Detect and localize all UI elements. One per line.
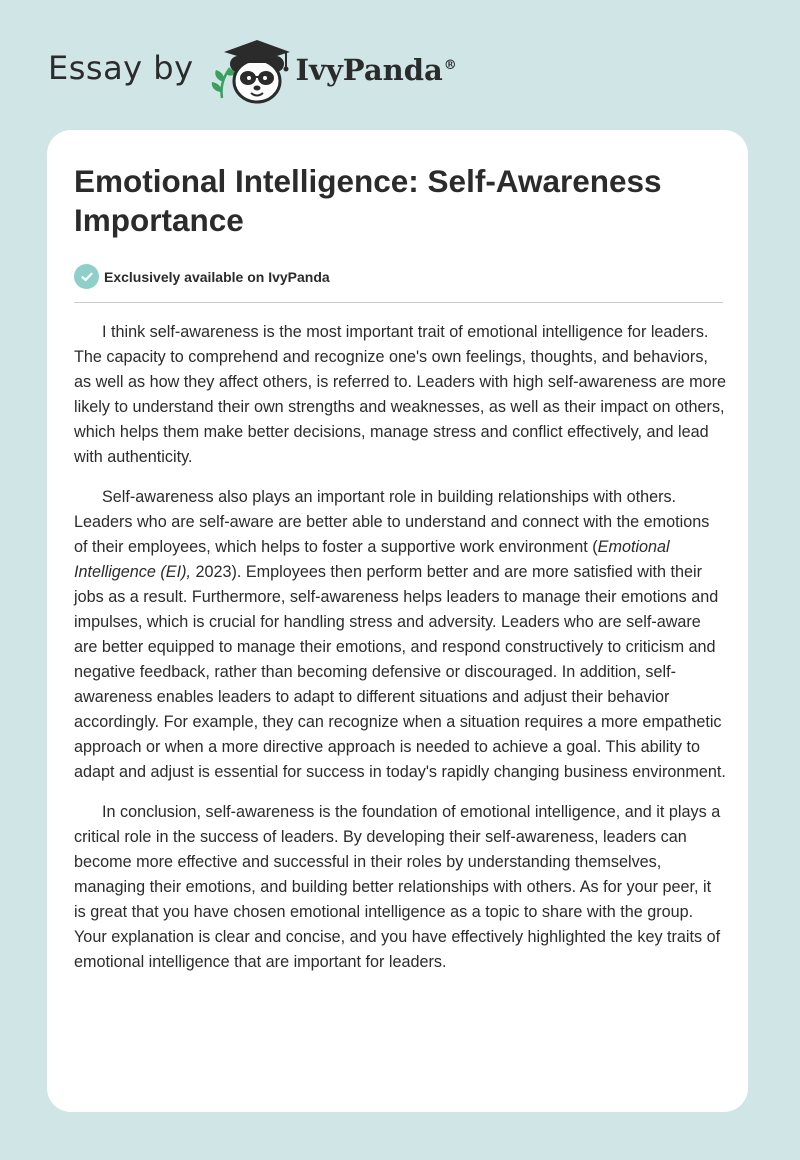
paragraph xyxy=(74,485,726,785)
essay-card xyxy=(47,130,748,1112)
check-circle-icon xyxy=(74,264,99,289)
panda-graduate-logo-icon[interactable] xyxy=(208,36,292,108)
exclusive-badge xyxy=(74,264,330,289)
brand-label: IvyPanda xyxy=(295,53,443,87)
citation-title: Emotional Intelligence (EI), xyxy=(74,538,670,581)
essay-by-label: Essay by xyxy=(48,49,194,87)
essay-body xyxy=(74,320,726,990)
divider xyxy=(74,302,723,303)
paragraph-text: Self-awareness also plays an important role in building relationships with others. Leaders who are self-aware are better able to understand and connect with the emotions of their employees, which helps to foster a supportive work environment ( xyxy=(74,488,710,556)
registered-mark: ® xyxy=(443,58,457,74)
paragraph: In conclusion, self-awareness is the foundation of emotional intelligence, and it plays a critical role in the success of leaders. By developing their self-awareness, leaders can become more effective and successful in their roles by understanding themselves, managing their emotions, and building better relationships with others. As for your peer, it is great that you have chosen emotional intelligence as a topic to share with the group. Your explanation is clear and concise, and you have effectively highlighted the key traits of emotional intelligence that are important for leaders. xyxy=(74,803,721,971)
site-header xyxy=(48,36,457,108)
paragraph: I think self-awareness is the most important trait of emotional intelligence for leaders. The capacity to comprehend and recognize one's own feelings, thoughts, and behaviors, as well as how they affect others, is referred to. Leaders with high self-awareness are more likely to understand their own strengths and weaknesses, as well as their impact on others, which helps them make better decisions, manage stress and conflict effectively, and lead with authenticity. xyxy=(74,323,727,466)
exclusive-badge-label: Exclusively available on IvyPanda xyxy=(104,268,330,285)
brand-name[interactable] xyxy=(296,53,457,87)
paragraph-text: 2023). Employees then perform better and are more satisfied with their jobs as a result. Furthermore, self-awareness helps leaders to manage their emotions and impulses, which is crucial for handling stress and adversity. Leaders who are self-aware are better equipped to manage their emotions, and respond constructively to criticism and negative feedback, rather than becoming defensive or discouraged. In addition, self-awareness enables leaders to adapt to different situations and adjust their behavior accordingly. For example, they can recognize when a situation requires a more empathetic approach or when a more directive approach is needed to achieve a goal. This ability to adapt and adjust is essential for success in today's rapidly changing business environment. xyxy=(74,563,726,781)
essay-title: Emotional Intelligence: Self-Awareness Importance xyxy=(74,163,662,238)
